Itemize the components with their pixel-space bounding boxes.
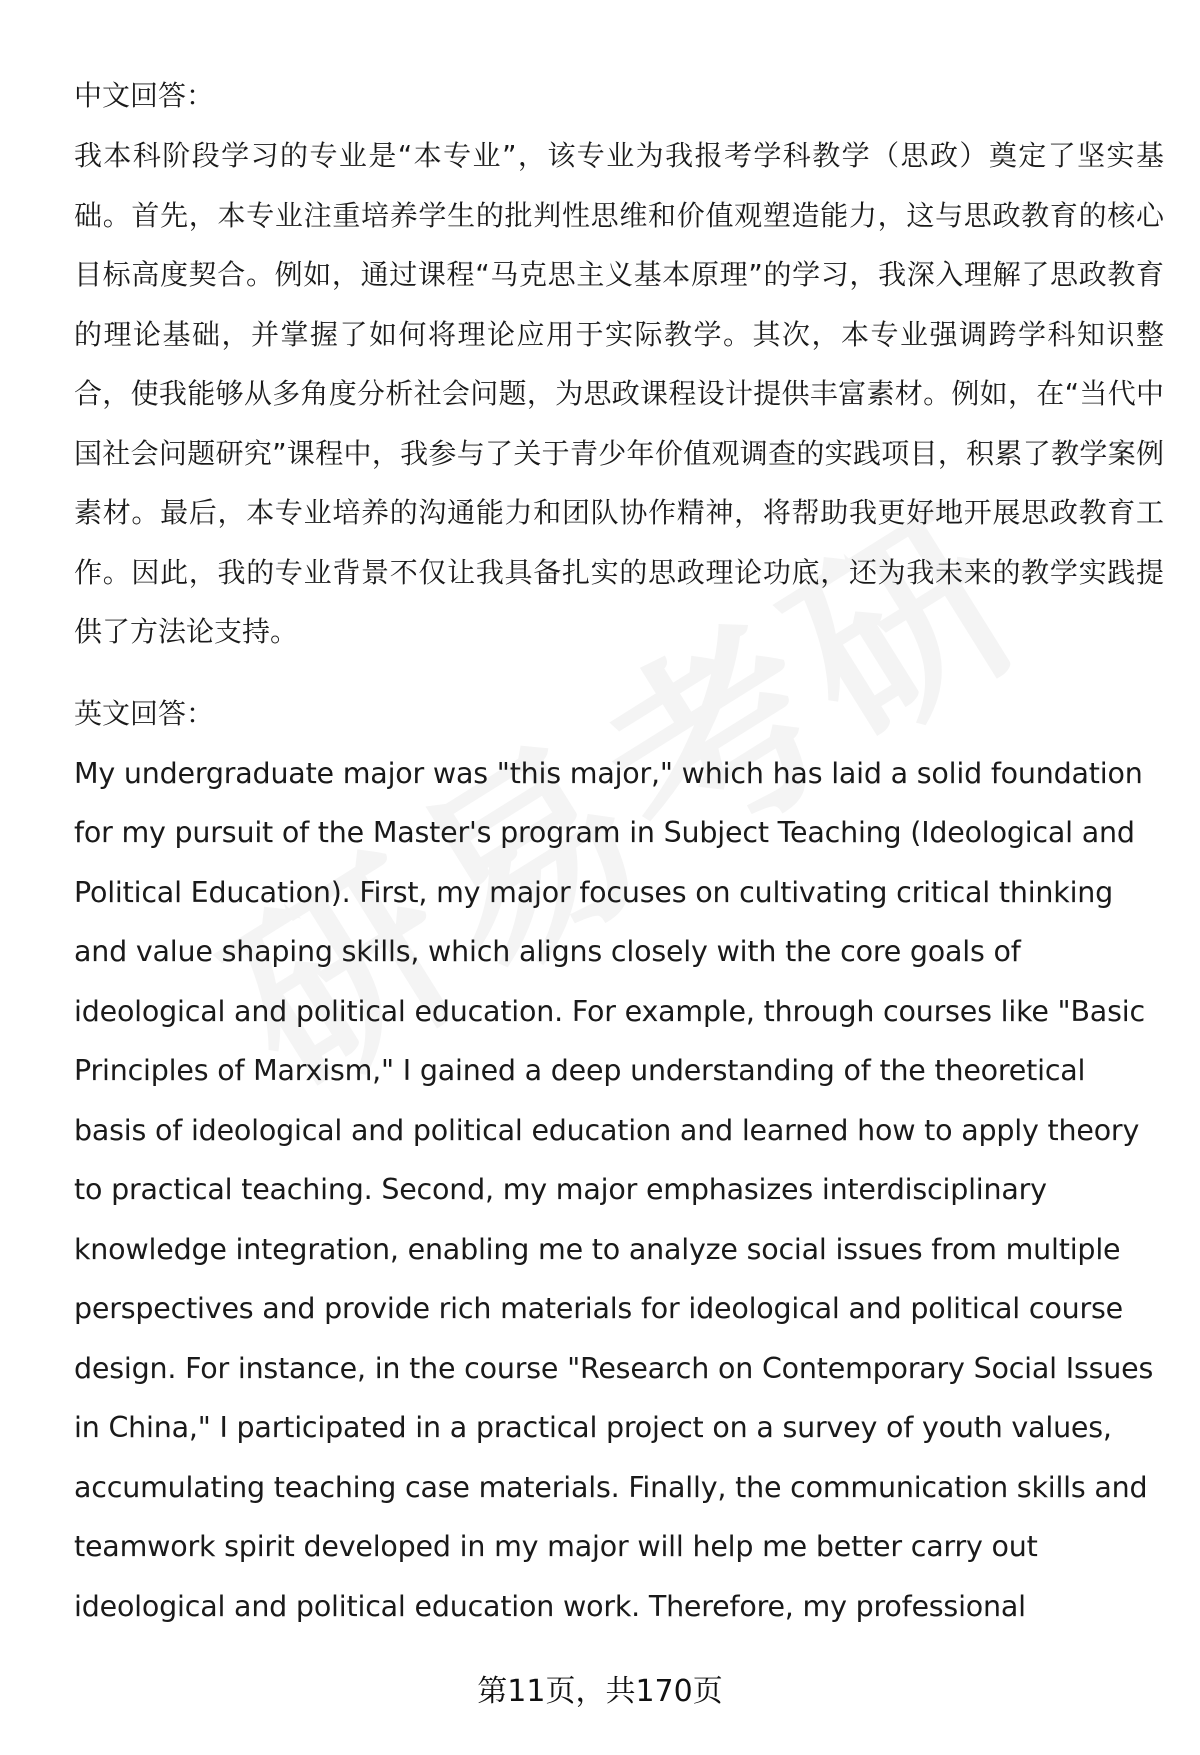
chinese-answer-label: 中文回答： (74, 79, 215, 112)
section-gap (74, 662, 1164, 684)
page-number-footer: 第11页，共170页 (477, 1674, 723, 1709)
english-answer-label: 英文回答： (74, 696, 215, 730)
document-content (74, 66, 1164, 1636)
chinese-answer-paragraph: 我本科阶段学习的专业是“本专业”，该专业为我报考学科教学（思政）奠定了坚实基础。首先，本专业注重培养学生的批判性思维和价值观塑造能力，这与思政教育的核心目标高度契合。例如，通过课程“马克思主义基本原理”的学习，我深入理解了思政教育的理论基础，并掌握了如何将理论应用于实际教学。其次，本专业强调跨学科知识整合，使我能够从多角度分析社会问题，为思政课程设计提供丰富素材。例如，在“当代中国社会问题研究”课程中，我参与了关于青少年价值观调查的实践项目，积累了教学案例素材。最后，本专业培养的沟通能力和团队协作精神，将帮助我更好地开展思政教育工作。因此，我的专业背景不仅让我具备扎实的思政理论功底，还为我未来的教学实践提供了方法论支持。 (74, 139, 1164, 648)
english-answer-paragraph: My undergraduate major was "this major," which has laid a solid foundation for my pursuit of the Master's program in Subject Teaching (Ideological and Political Education). First, my major focuses on cultivating critical thinking and value shaping skills, which aligns closely with the core goals of ideological and political education. For example, through courses like "Basic Principles of Marxism," I gained a deep understanding of the theoretical basis of ideological and political education and learned how to apply theory to practical teaching. Second, my major emphasizes interdisciplinary knowledge integration, enabling me to analyze social issues from multiple perspectives and provide rich materials for ideological and political course design. For instance, in the course "Research on Contemporary Social Issues in China," I participated in a practical project on a survey of youth values, accumulating teaching case materials. Finally, the communication skills and teamwork spirit developed in my major will help me better carry out ideological and political education work. Therefore, my professional (74, 756, 1154, 1623)
